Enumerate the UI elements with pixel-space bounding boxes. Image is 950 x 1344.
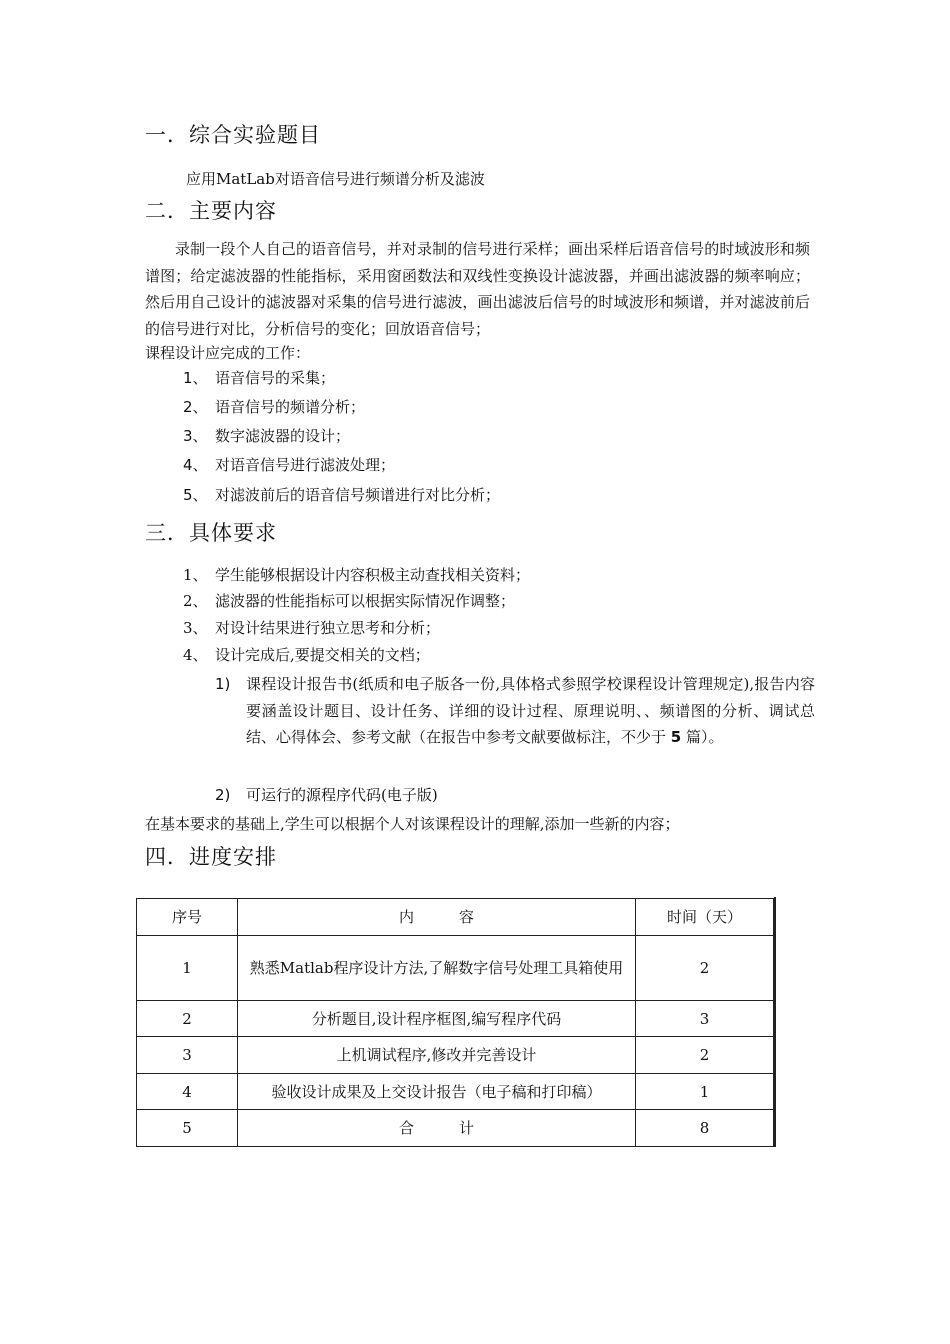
table-cell: 1 [636, 1074, 774, 1110]
list-number: 1、 [183, 566, 208, 584]
table-cell: 2 [137, 1001, 238, 1037]
table-cell: 分析题目,设计程序框图,编写程序代码 [238, 1001, 636, 1037]
list-number: 3、 [183, 619, 208, 637]
table-cell: 4 [137, 1074, 238, 1110]
list-text: 语音信号的频谱分析； [215, 398, 366, 416]
list-text: 数字滤波器的设计； [215, 427, 351, 445]
table-row [137, 1074, 774, 1110]
sub-item-bold: 5 [670, 728, 682, 746]
list-number: 5、 [183, 486, 208, 504]
sub-item-report [215, 671, 815, 751]
list-item [183, 423, 350, 449]
table-cell: 上机调试程序,修改并完善设计 [238, 1037, 636, 1074]
list-text: 对滤波前后的语音信号频谱进行对比分析； [215, 486, 501, 504]
list-item [183, 562, 530, 588]
list-text: 语音信号的采集； [215, 369, 336, 387]
header-cell: 序号 [137, 899, 238, 936]
section1-heading: 一．综合实验题目 [145, 123, 321, 147]
sub-item-text-b: 篇）。 [686, 728, 724, 746]
table-cell: 2 [636, 936, 774, 1001]
list-text: 学生能够根据设计内容积极主动查找相关资料； [215, 566, 531, 584]
header-cell: 时间（天） [636, 899, 774, 936]
sub-item-text-a: 课程设计报告书(纸质和电子版各一份,具体格式参照学校课程设计管理规定),报告内容要涵盖设计题目、设计任务、详细的设计过程、原理说明、、频谱图的分析、调试总结、心得体会、参考文献（在报告中参考文献要做标注，不少于 [246, 675, 815, 746]
list-number: 4、 [183, 456, 208, 474]
main-content-paragraph: 录制一段个人自己的语音信号，并对录制的信号进行采样；画出采样后语音信号的时域波形和频谱图；给定滤波器的性能指标，采用窗函数法和双线性变换设计滤波器，并画出滤波器的频率响应；然后用自己设计的滤波器对采集的信号进行滤波，画出滤波后信号的时域波形和频谱，并对滤波前后的信号进行对比，分析信号的变化；回放语音信号； [145, 240, 810, 338]
table-row [137, 1001, 774, 1037]
table-row [137, 1037, 774, 1074]
table-cell: 验收设计成果及上交设计报告（电子稿和打印稿） [238, 1074, 636, 1110]
list-item [183, 615, 440, 641]
list-number: 3、 [183, 427, 208, 445]
list-number: 2、 [183, 398, 208, 416]
list-number: 1、 [183, 369, 208, 387]
table-row [137, 936, 774, 1001]
table-cell: 8 [636, 1110, 774, 1147]
table-cell: 3 [636, 1001, 774, 1037]
sub-item-text: 可运行的源程序代码(电子版) [246, 786, 438, 804]
list-item [183, 452, 395, 478]
list-number: 4、 [183, 646, 208, 664]
section2-heading: 二．主要内容 [145, 199, 277, 223]
table-cell: 2 [636, 1037, 774, 1074]
header-cell: 内 容 [238, 899, 636, 936]
table-cell: 3 [137, 1037, 238, 1074]
table-cell: 合 计 [238, 1110, 636, 1147]
list-text: 滤波器的性能指标可以根据实际情况作调整； [215, 592, 516, 610]
table-row [137, 1110, 774, 1147]
list-item [183, 642, 430, 668]
table-cell: 5 [137, 1110, 238, 1147]
sub-item-text [246, 671, 815, 751]
list-item [183, 394, 365, 420]
list-text: 对语音信号进行滤波处理； [215, 456, 396, 474]
list-item [183, 588, 515, 614]
sub-item-source [215, 782, 815, 809]
sub-item-number: 1) [215, 675, 231, 693]
table-header-row [137, 899, 774, 936]
list-text: 对设计结果进行独立思考和分析； [215, 619, 441, 637]
list-item [183, 482, 500, 508]
list-item [183, 365, 335, 391]
section4-heading: 四．进度安排 [145, 845, 277, 869]
table-cell: 1 [137, 936, 238, 1001]
table-cell: 熟悉Matlab程序设计方法,了解数字信号处理工具箱使用 [238, 936, 636, 1001]
table-right-border [774, 897, 776, 1147]
list-number: 2、 [183, 592, 208, 610]
experiment-topic: 应用MatLab对语音信号进行频谱分析及滤波 [186, 170, 485, 188]
tasks-intro: 课程设计应完成的工作： [145, 344, 311, 362]
list-text: 设计完成后,要提交相关的文档； [215, 646, 430, 664]
schedule-table [136, 898, 774, 1147]
requirements-closing: 在基本要求的基础上,学生可以根据个人对该课程设计的理解,添加一些新的内容； [145, 815, 680, 833]
section3-heading: 三．具体要求 [145, 521, 277, 545]
sub-item-number: 2) [215, 786, 231, 804]
